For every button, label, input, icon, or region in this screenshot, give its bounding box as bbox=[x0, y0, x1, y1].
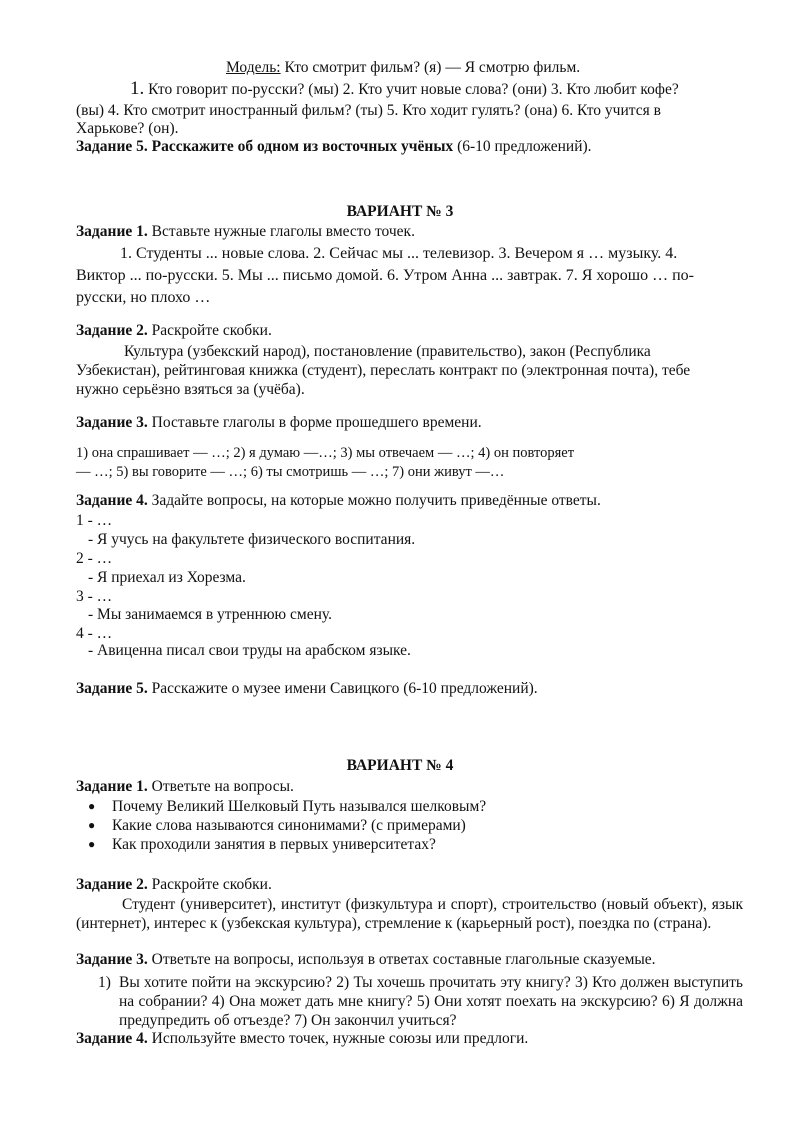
model-text: Кто смотрит фильм? (я) — Я смотрю фильм. bbox=[280, 59, 581, 76]
v3-task5-label: Задание 5. bbox=[76, 680, 148, 697]
v3-task2-label: Задание 2. bbox=[76, 322, 148, 339]
top-task5 bbox=[76, 137, 592, 156]
v3-task4-label: Задание 4. bbox=[76, 492, 148, 509]
v3-task1-line-3: русски, но плохо … bbox=[76, 289, 211, 306]
v3-task1-label: Задание 1. bbox=[76, 223, 148, 240]
v4-bullet-item-2: Какие слова называются синонимами? (с примерами) bbox=[112, 817, 466, 834]
v4-task4-heading bbox=[76, 1029, 528, 1048]
v4-task2-label: Задание 2. bbox=[76, 876, 148, 893]
v4-task1-heading bbox=[76, 777, 294, 796]
v4-task1-text: Ответьте на вопросы. bbox=[147, 778, 294, 795]
question-list-text-1: Кто говорит по-русски? (мы) 2. Кто учит новые слова? (они) 3. Кто любит кофе? bbox=[144, 81, 679, 98]
question-list-line-3: Харькове? (он). bbox=[76, 120, 179, 137]
v3-task2-line-3: нужно серьёзно взяться за (учёба). bbox=[76, 381, 305, 398]
variant-4-title: ВАРИАНТ № 4 bbox=[346, 757, 454, 774]
v4-task3-number: 1) bbox=[98, 974, 111, 991]
question-list-line-2: (вы) 4. Кто смотрит иностранный фильм? (ты) 5. Кто ходит гулять? (она) 6. Кто учится в bbox=[76, 102, 661, 119]
v3-answer-1: - Я учусь на факультете физического воспитания. bbox=[88, 531, 416, 548]
v3-task3-text: Поставьте глаголы в форме прошедшего времени. bbox=[147, 414, 482, 431]
v4-task4-text: Используйте вместо точек, нужные союзы или предлоги. bbox=[147, 1030, 529, 1047]
v3-task4-text: Задайте вопросы, на которые можно получить приведённые ответы. bbox=[147, 492, 601, 509]
v4-bullet-item-1: Почему Великий Шелковый Путь назывался шелковым? bbox=[112, 798, 487, 815]
v3-task5 bbox=[76, 679, 538, 698]
v3-task1-heading bbox=[76, 222, 415, 241]
v4-task4-label: Задание 4. bbox=[76, 1030, 148, 1047]
v4-task3-text: Ответьте на вопросы, используя в ответах составные глагольные сказуемые. bbox=[147, 951, 656, 968]
question-list-line-1 bbox=[130, 79, 679, 99]
v4-task2-heading bbox=[76, 875, 272, 894]
v4-bullet-item-3: Как проходили занятия в первых университетах? bbox=[112, 836, 436, 853]
top-task5-bold: Задание 5. Расскажите об одном из восточных учёных bbox=[76, 138, 454, 155]
bullet-icon: ● bbox=[88, 818, 96, 832]
v3-task2-heading bbox=[76, 321, 272, 340]
model-line bbox=[226, 58, 580, 77]
model-label: Модель: bbox=[226, 59, 281, 76]
v3-question-4: 4 - … bbox=[76, 625, 113, 642]
v4-task3-paragraph: Вы хотите пойти на экскурсию? 2) Ты хочешь прочитать эту книгу? 3) Кто должен выступить на собрании? 4) Она может дать мне книгу? 5) Они хотят поехать на экскурсию? 6) Я должна предупредить об отъезде? 7) Он закончил учиться? bbox=[119, 974, 743, 1029]
v3-task3-heading bbox=[76, 413, 482, 432]
v3-task2-line-2: Узбекистан), рейтинговая книжка (студент), переслать контракт по (электронная почта), тебе bbox=[76, 362, 691, 379]
v3-task3-line-1: 1) она спрашивает — …; 2) я думаю —…; 3) мы отвечаем — …; 4) он повторяет bbox=[76, 445, 575, 461]
v4-task2-text: Раскройте скобки. bbox=[147, 876, 272, 893]
v3-task5-text: Расскажите о музее имени Савицкого (6-10 предложений). bbox=[147, 680, 538, 697]
v3-question-1: 1 - … bbox=[76, 512, 113, 529]
v4-task2-paragraph: Студент (университет), институт (физкультура и спорт), строительство (новый объект), язык (интернет), интерес к (узбекская культура), стремление к (карьерный рост), поездка по (страна). bbox=[76, 896, 743, 932]
v4-task1-label: Задание 1. bbox=[76, 778, 148, 795]
v3-task1-line-1: 1. Студенты ... новые слова. 2. Сейчас мы ... телевизор. 3. Вечером я … музыку. 4. bbox=[120, 245, 678, 262]
v3-answer-4: - Авиценна писал свои труды на арабском языке. bbox=[88, 642, 411, 659]
v3-task3-label: Задание 3. bbox=[76, 414, 148, 431]
variant-3-title: ВАРИАНТ № 3 bbox=[346, 203, 454, 220]
v4-task3-label: Задание 3. bbox=[76, 951, 148, 968]
top-task5-rest: (6-10 предложений). bbox=[453, 138, 592, 155]
v3-task2-line-1: Культура (узбекский народ), постановление (правительство), закон (Республика bbox=[124, 343, 651, 360]
bullet-icon: ● bbox=[88, 799, 96, 813]
v3-task3-line-2: — …; 5) вы говорите — …; 6) ты смотришь — …; 7) они живут —… bbox=[76, 464, 505, 480]
v3-answer-3: - Мы занимаемся в утреннюю смену. bbox=[88, 606, 332, 623]
v3-task2-text: Раскройте скобки. bbox=[147, 322, 272, 339]
v4-task3-heading bbox=[76, 950, 656, 969]
v3-task4-heading bbox=[76, 491, 601, 510]
v3-task1-line-2: Виктор ... по-русски. 5. Мы ... письмо домой. 6. Утром Анна ... завтрак. 7. Я хорошо … по- bbox=[76, 267, 694, 284]
v3-answer-2: - Я приехал из Хорезма. bbox=[88, 569, 246, 586]
v3-question-2: 2 - … bbox=[76, 550, 113, 567]
v3-question-3: 3 - … bbox=[76, 588, 113, 605]
list-number: 1. bbox=[130, 78, 145, 99]
v3-task1-text: Вставьте нужные глаголы вместо точек. bbox=[147, 223, 415, 240]
bullet-icon: ● bbox=[88, 837, 96, 851]
